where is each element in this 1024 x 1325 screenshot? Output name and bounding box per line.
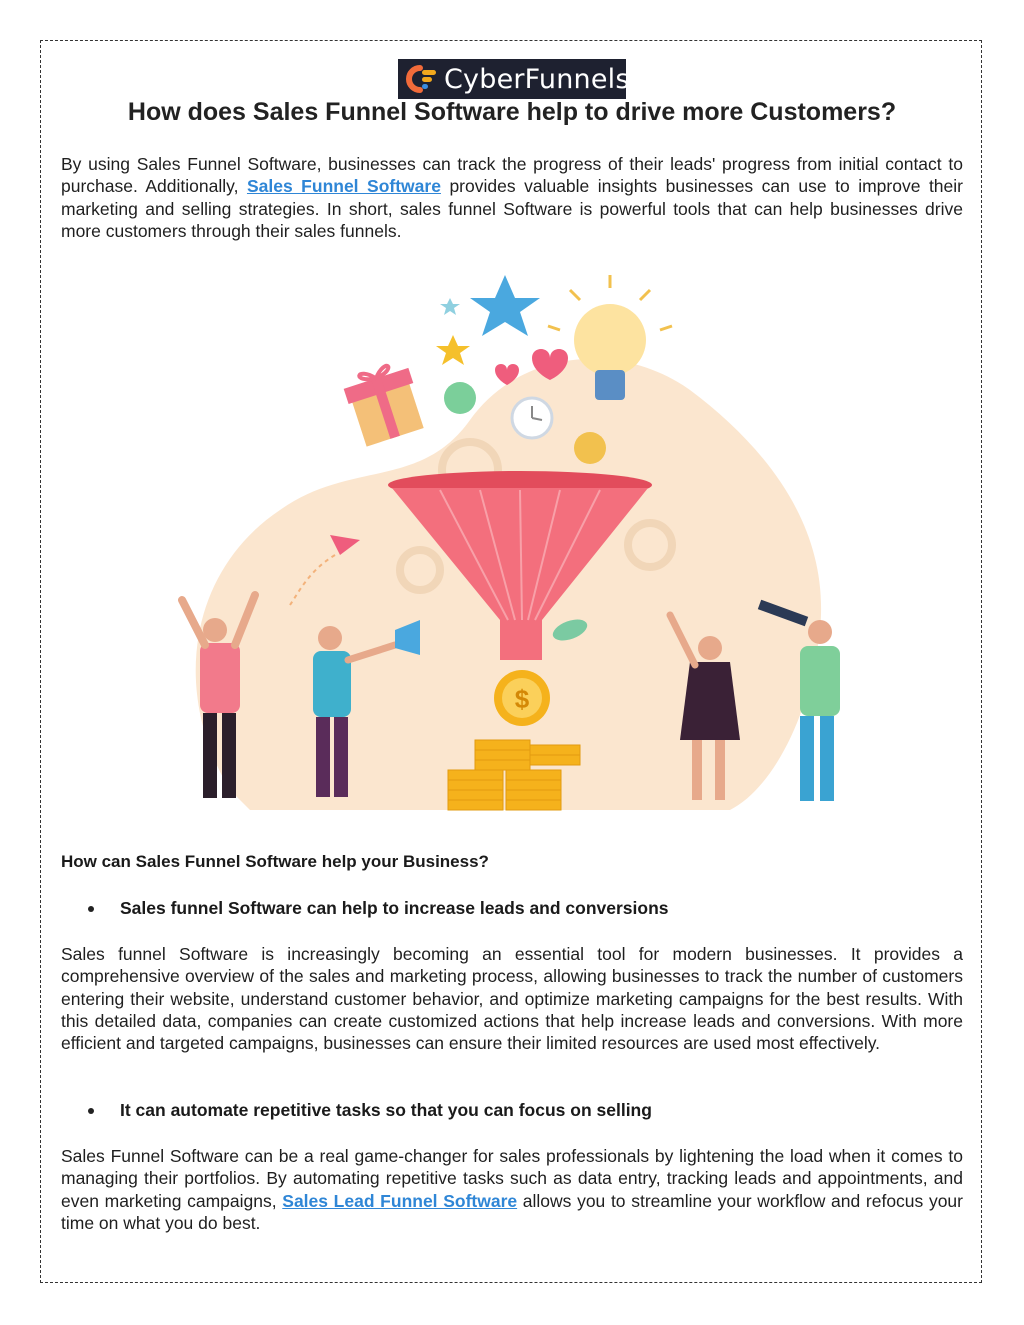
- bullet-text: It can automate repetitive tasks so that you can focus on selling: [120, 1100, 652, 1120]
- sales-lead-funnel-software-link[interactable]: Sales Lead Funnel Software: [282, 1190, 518, 1211]
- automate-text-after: allows you to streamline your workflow and refocus your time on what you do best.: [61, 1190, 963, 1233]
- automate-paragraph: [61, 1145, 963, 1234]
- automate-text-before: Sales Funnel Software can be a real game-changer for sales professionals by lightening the load when it comes to managing their portfolios. By automating repetitive tasks such as data entry, tracking leads and appointments, and even marketing campaigns,: [61, 1146, 963, 1211]
- intro-text-after: provides valuable insights businesses can use to improve their marketing and selling strategies. In short, sales funnel Software is powerful tools that can help businesses drive more customers through their sales funnels.: [61, 176, 963, 241]
- leads-paragraph: Sales funnel Software is increasingly becoming an essential tool for modern businesses. It provides a comprehensive overview of the sales and marketing process, allowing businesses to track the number of customers entering their website, understand customer behavior, and optimize marketing campaigns for the best results. With this detailed data, companies can create customized actions that help increase leads and conversions. With more efficient and targeted campaigns, businesses can ensure their limited resources are used most effectively.: [61, 944, 963, 1054]
- sales-funnel-illustration-icon: [170, 270, 850, 820]
- logo-text: CyberFunnels: [444, 63, 630, 95]
- bullet-dot: [88, 906, 94, 912]
- section-heading: How can Sales Funnel Software help your Business?: [61, 852, 489, 871]
- cyberfunnels-logo: [398, 59, 630, 99]
- sales-funnel-software-link[interactable]: Sales Funnel Software: [246, 176, 441, 197]
- bullet-dot: [88, 1108, 94, 1114]
- bullet-text: Sales funnel Software can help to increase leads and conversions: [120, 898, 669, 918]
- page-title: How does Sales Funnel Software help to drive more Customers?: [127, 98, 897, 126]
- intro-text-before: By using Sales Funnel Software, businesses can track the progress of their leads' progress from initial contact to purchase. Additionally,: [61, 154, 963, 197]
- intro-paragraph: [61, 153, 963, 242]
- svg-text:$: $: [514, 684, 530, 714]
- cyberfunnels-logo-icon: [406, 64, 440, 94]
